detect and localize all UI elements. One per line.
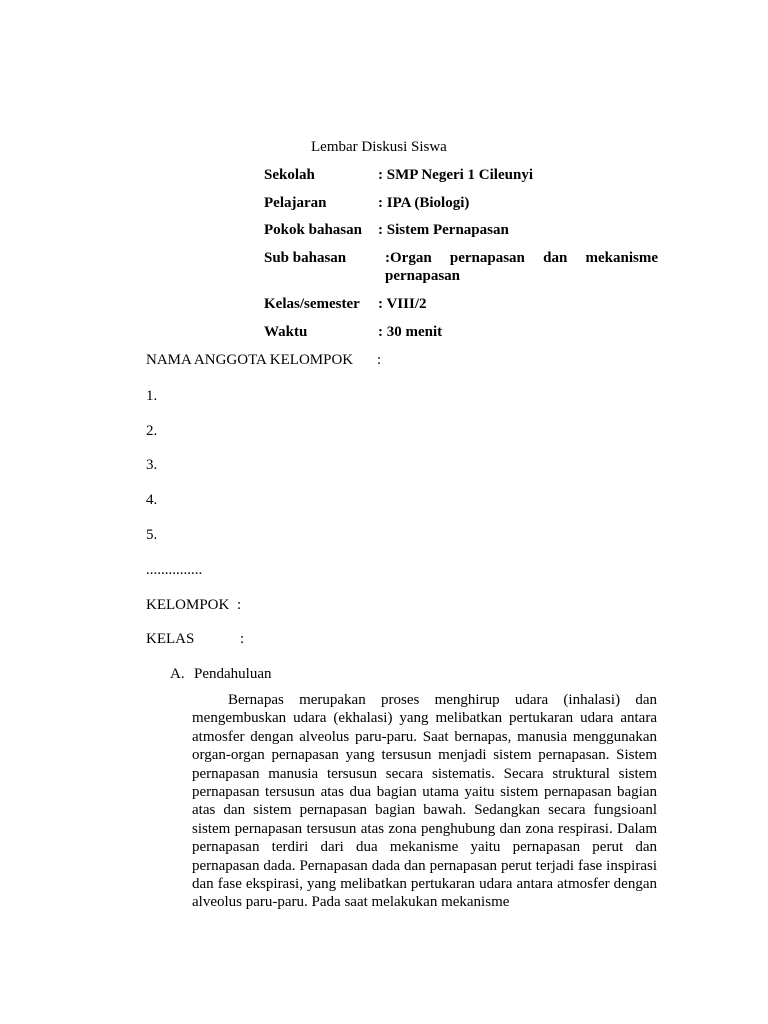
waktu-label: Waktu	[264, 324, 308, 340]
sub-word: :Organ	[385, 250, 432, 266]
kelompok-label: KELOMPOK	[146, 597, 230, 613]
nama-anggota-label: NAMA ANGGOTA KELOMPOK	[146, 352, 354, 368]
sub-bahasan-line-1	[385, 249, 658, 267]
member-number: 5.	[146, 527, 158, 543]
pokok-bahasan-label: Pokok bahasan	[264, 222, 362, 238]
member-number: 1.	[146, 388, 158, 404]
member-number: 4.	[146, 492, 158, 508]
waktu-value: : 30 menit	[378, 324, 443, 340]
kelompok-colon: :	[237, 597, 242, 613]
worksheet-title: Lembar Diskusi Siswa	[311, 139, 447, 155]
introduction-paragraph: Bernapas merupakan proses menghirup udara (inhalasi) dan mengembuskan udara (ekhalasi) yang melibatkan pertukaran udara antara atmosfer dengan alveolus paru-paru. Saat bernapas, manusia menggunakan organ-organ pernapasan yang tersusun menjadi sistem pernapasan. Sistem pernapasan manusia tersusun secara sistematis. Secara struktural sistem pernapasan tersusun atas dua bagian utama yaitu sistem pernapasan bagian atas dan sistem pernapasan bagian bawah. Sedangkan secara fungsioanl sistem pernapasan tersusun atas zona penghubung dan zona respirasi. Dalam pernapasan terdiri dari dua mekanisme yaitu pernapasan perut dan pernapasan dada. Pernapasan dada dan pernapasan perut terjadi fase inspirasi dan fase ekspirasi, yang melibatkan pertukaran udara antara atmosfer dengan alveolus paru-paru. Pada saat melakukan mekanisme	[192, 692, 657, 911]
sekolah-value: : SMP Negeri 1 Cileunyi	[378, 167, 533, 183]
section-a-heading	[170, 665, 271, 683]
sub-bahasan-line-2: pernapasan	[385, 268, 461, 284]
sub-word: dan	[543, 250, 568, 266]
pelajaran-label: Pelajaran	[264, 195, 327, 211]
kelas-semester-label: Kelas/semester	[264, 296, 360, 312]
sub-bahasan-label: Sub bahasan	[264, 250, 347, 266]
nama-anggota-colon: :	[377, 352, 382, 368]
sub-word: pernapasan	[449, 250, 525, 266]
section-letter: A.	[170, 666, 185, 682]
kelas-label: KELAS	[146, 631, 195, 647]
sub-bahasan-value	[385, 249, 658, 285]
pelajaran-value: : IPA (Biologi)	[378, 195, 470, 211]
sub-word: mekanisme	[585, 250, 658, 266]
member-number: 3.	[146, 457, 158, 473]
sekolah-label: Sekolah	[264, 167, 315, 183]
kelas-semester-value: : VIII/2	[378, 296, 427, 312]
section-title: Pendahuluan	[194, 666, 272, 682]
member-number: 2.	[146, 423, 158, 439]
pokok-bahasan-value: : Sistem Pernapasan	[378, 222, 509, 238]
kelas-colon: :	[240, 631, 245, 647]
dots-placeholder: ...............	[146, 562, 203, 578]
